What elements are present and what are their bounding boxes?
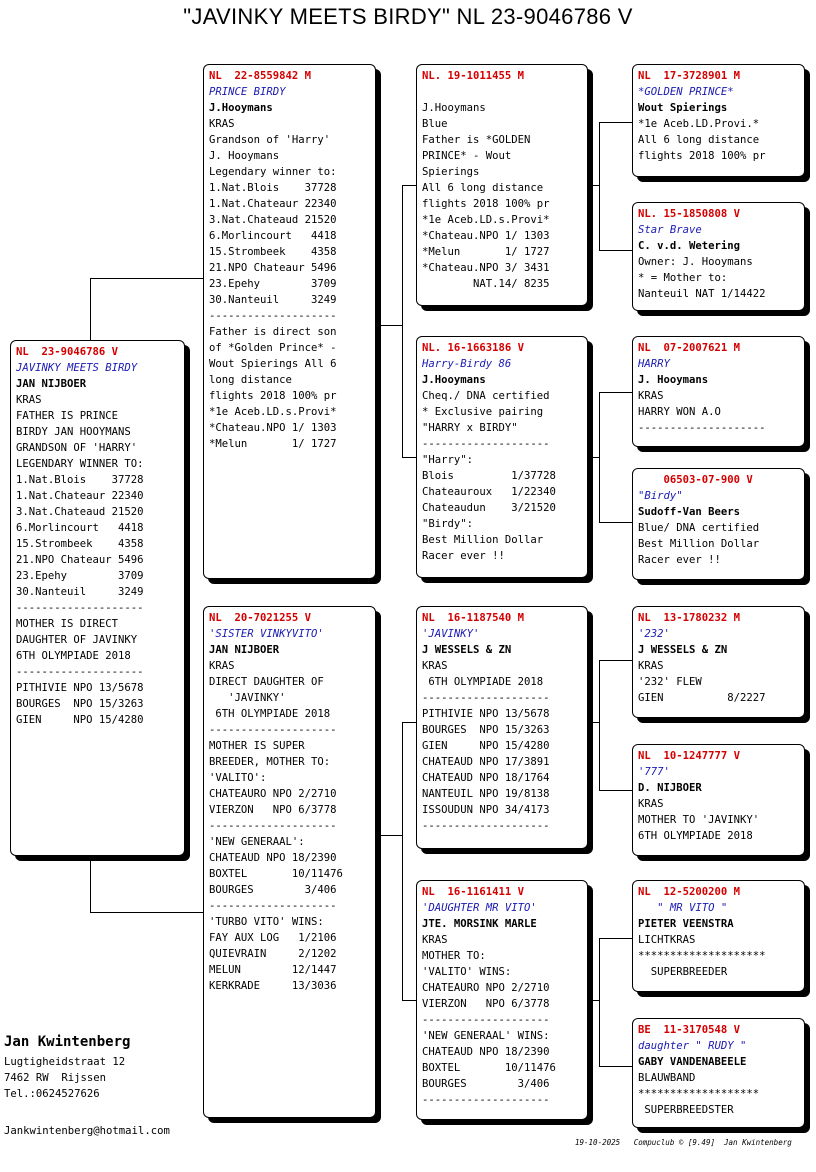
owner-name: Wout Spierings bbox=[638, 102, 728, 114]
owner-name: JAN NIJBOER bbox=[16, 378, 87, 390]
info-line: All 6 long distance bbox=[638, 134, 760, 146]
connector-line bbox=[587, 1000, 599, 1001]
info-line: -------------------- bbox=[209, 310, 337, 322]
info-line: Father is direct son bbox=[209, 326, 337, 338]
pigeon-name: '232' bbox=[638, 628, 670, 640]
pigeon-name: 'DAUGHTER MR VITO' bbox=[422, 902, 537, 914]
connector-line bbox=[587, 185, 599, 186]
info-line: *Melun 1/ 1727 bbox=[209, 438, 337, 450]
info-line: BREEDER, MOTHER TO: bbox=[209, 756, 331, 768]
info-line: ******************* bbox=[638, 1088, 760, 1100]
info-line: '232' FLEW bbox=[638, 676, 702, 688]
ring-number: NL 17-3728901 M bbox=[638, 70, 741, 82]
info-line: 6TH OLYMPIADE 2018 bbox=[209, 708, 331, 720]
info-line: -------------------- bbox=[422, 1094, 550, 1106]
pigeon-name: Harry-Birdy 86 bbox=[422, 358, 512, 370]
connector-line bbox=[599, 392, 633, 393]
connector-line bbox=[587, 457, 599, 458]
info-line: 15.Strombeek 4358 bbox=[16, 538, 144, 550]
info-line: * Exclusive pairing bbox=[422, 406, 544, 418]
info-line: Nanteuil NAT 1/14422 bbox=[638, 288, 766, 300]
info-line: VIERZON NPO 6/3778 bbox=[422, 998, 550, 1010]
footer-credits: 19-10-2025 Compuclub © [9.49] Jan Kwintenberg bbox=[575, 1138, 792, 1147]
owner-name: J.Hooymans bbox=[209, 102, 273, 114]
pedigree-card-mother-father[interactable] bbox=[416, 606, 588, 849]
info-line: MELUN 12/1447 bbox=[209, 964, 337, 976]
ring-number: 06503-07-900 V bbox=[638, 474, 753, 486]
info-line: HARRY WON A.O bbox=[638, 406, 721, 418]
connector-line bbox=[90, 856, 91, 912]
pedigree-card-father-father[interactable] bbox=[416, 64, 588, 306]
info-line: * = Mother to: bbox=[638, 272, 728, 284]
page-title: "JAVINKY MEETS BIRDY" NL 23-9046786 V bbox=[183, 4, 633, 29]
info-line: Racer ever !! bbox=[638, 554, 721, 566]
info-line: *1e Aceb.LD.s.Provi* bbox=[209, 406, 337, 418]
owner-name: C. v.d. Wetering bbox=[638, 240, 741, 252]
info-line: 21.NPO Chateaur 5496 bbox=[16, 554, 144, 566]
info-line: 6TH OLYMPIADE 2018 bbox=[16, 650, 131, 662]
connector-line bbox=[375, 325, 402, 326]
breeder-phone: Tel.:0624527626 bbox=[4, 1088, 100, 1100]
info-line: 3.Nat.Chateaud 21520 bbox=[16, 506, 144, 518]
owner-name: PIETER VEENSTRA bbox=[638, 918, 734, 930]
info-line: CHATEAUD NPO 18/2390 bbox=[422, 1046, 550, 1058]
info-line: MOTHER IS SUPER bbox=[209, 740, 305, 752]
pedigree-card-mother-mother[interactable] bbox=[416, 880, 588, 1120]
pedigree-card-father-mother[interactable] bbox=[416, 336, 588, 578]
pedigree-card-subject[interactable] bbox=[10, 340, 185, 856]
info-line: Cheq./ DNA certified bbox=[422, 390, 550, 402]
info-line: BOURGES NPO 15/3263 bbox=[422, 724, 550, 736]
connector-line bbox=[599, 250, 633, 251]
info-line: GIEN NPO 15/4280 bbox=[16, 714, 144, 726]
info-line: Best Million Dollar bbox=[422, 534, 544, 546]
info-line: PRINCE* - Wout bbox=[422, 150, 512, 162]
breeder-email[interactable]: Jankwintenberg@hotmail.com bbox=[4, 1125, 170, 1137]
connector-line bbox=[599, 938, 633, 939]
info-line: 6TH OLYMPIADE 2018 bbox=[638, 830, 753, 842]
breeder-info bbox=[4, 1034, 130, 1102]
info-line: KRAS bbox=[638, 390, 664, 402]
info-line: KRAS bbox=[638, 798, 664, 810]
info-line: PITHIVIE NPO 13/5678 bbox=[16, 682, 144, 694]
info-line: 'TURBO VITO' WINS: bbox=[209, 916, 324, 928]
pedigree-card-mff[interactable] bbox=[632, 606, 805, 718]
info-line: NAT.14/ 8235 bbox=[422, 278, 550, 290]
owner-name: JAN NIJBOER bbox=[209, 644, 280, 656]
info-line: 'NEW GENERAAL': bbox=[209, 836, 305, 848]
info-line: -------------------- bbox=[422, 438, 550, 450]
owner-name: J.Hooymans bbox=[422, 374, 486, 386]
owner-name: J. Hooymans bbox=[638, 374, 709, 386]
info-line: LEGENDARY WINNER TO: bbox=[16, 458, 144, 470]
info-line: 'NEW GENERAAL' WINS: bbox=[422, 1030, 550, 1042]
connector-line bbox=[599, 122, 633, 123]
info-line: J.Hooymans bbox=[422, 102, 486, 114]
connector-line bbox=[402, 185, 403, 457]
pigeon-name: '777' bbox=[638, 766, 670, 778]
connector-line bbox=[90, 278, 91, 340]
info-line: All 6 long distance bbox=[422, 182, 544, 194]
info-line: BOXTEL 10/11476 bbox=[422, 1062, 556, 1074]
info-line: VIERZON NPO 6/3778 bbox=[209, 804, 337, 816]
connector-line bbox=[599, 392, 600, 522]
pigeon-name: JAVINKY MEETS BIRDY bbox=[16, 362, 138, 374]
ring-number: NL. 15-1850808 V bbox=[638, 208, 741, 220]
info-line: 1.Nat.Chateaur 22340 bbox=[16, 490, 144, 502]
info-line: 'VALITO': bbox=[209, 772, 267, 784]
ring-number: NL 16-1187540 M bbox=[422, 612, 525, 624]
info-line: *1e Aceb.LD.Provi.* bbox=[638, 118, 760, 130]
info-line: 3.Nat.Chateaud 21520 bbox=[209, 214, 337, 226]
info-line: Blue bbox=[422, 118, 448, 130]
connector-line bbox=[599, 660, 600, 790]
info-line: flights 2018 100% pr bbox=[638, 150, 766, 162]
info-line: 'JAVINKY' bbox=[209, 692, 286, 704]
info-line: 1.Nat.Chateaur 22340 bbox=[209, 198, 337, 210]
ring-number: NL. 19-1011455 M bbox=[422, 70, 525, 82]
ring-number: NL 22-8559842 M bbox=[209, 70, 312, 82]
info-line: BIRDY JAN HOOYMANS bbox=[16, 426, 131, 438]
ring-number: NL 20-7021255 V bbox=[209, 612, 312, 624]
pedigree-card-fff[interactable] bbox=[632, 64, 805, 177]
info-line: KRAS bbox=[422, 934, 448, 946]
info-line: Chateaudun 3/21520 bbox=[422, 502, 556, 514]
info-line: ******************** bbox=[638, 950, 766, 962]
info-line: 23.Epehy 3709 bbox=[209, 278, 337, 290]
ring-number: NL 10-1247777 V bbox=[638, 750, 741, 762]
pedigree-card-mmf[interactable] bbox=[632, 880, 805, 992]
info-line: CHATEAURO NPO 2/2710 bbox=[209, 788, 337, 800]
connector-line bbox=[599, 122, 600, 250]
info-line: "HARRY x BIRDY" bbox=[422, 422, 518, 434]
info-line: 21.NPO Chateaur 5496 bbox=[209, 262, 337, 274]
pigeon-name: Star Brave bbox=[638, 224, 702, 236]
connector-line bbox=[599, 938, 600, 1066]
info-line: 6.Morlincourt 4418 bbox=[209, 230, 337, 242]
info-line: "Birdy": bbox=[422, 518, 474, 530]
info-line: BOURGES 3/406 bbox=[422, 1078, 550, 1090]
ring-number: BE 11-3170548 V bbox=[638, 1024, 741, 1036]
pigeon-name: " MR VITO " bbox=[638, 902, 728, 914]
info-line: 6TH OLYMPIADE 2018 bbox=[422, 676, 544, 688]
info-line: -------------------- bbox=[16, 602, 144, 614]
info-line: GIEN NPO 15/4280 bbox=[422, 740, 550, 752]
info-line: Best Million Dollar bbox=[638, 538, 760, 550]
info-line: DAUGHTER OF JAVINKY bbox=[16, 634, 138, 646]
ring-number: NL. 16-1663186 V bbox=[422, 342, 525, 354]
pedigree-card-fmf[interactable] bbox=[632, 336, 805, 447]
ring-number: NL 23-9046786 V bbox=[16, 346, 119, 358]
owner-name: J WESSELS & ZN bbox=[422, 644, 512, 656]
connector-line bbox=[599, 660, 633, 661]
pigeon-name: HARRY bbox=[638, 358, 670, 370]
info-line: NANTEUIL NPO 19/8138 bbox=[422, 788, 550, 800]
info-line: Owner: J. Hooymans bbox=[638, 256, 753, 268]
info-line: KERKRADE 13/3036 bbox=[209, 980, 337, 992]
info-line: 'VALITO' WINS: bbox=[422, 966, 512, 978]
info-line: 23.Epehy 3709 bbox=[16, 570, 144, 582]
info-line: 30.Nanteuil 3249 bbox=[16, 586, 144, 598]
breeder-city: 7462 RW Rijssen bbox=[4, 1072, 107, 1084]
info-line: 1.Nat.Blois 37728 bbox=[16, 474, 144, 486]
pedigree-card-father[interactable] bbox=[203, 64, 376, 579]
info-line: long distance bbox=[209, 374, 292, 386]
info-line: GRANDSON OF 'HARRY' bbox=[16, 442, 138, 454]
info-line: -------------------- bbox=[638, 422, 766, 434]
breeder-name: Jan Kwintenberg bbox=[4, 1034, 131, 1050]
owner-name: GABY VANDENABEELE bbox=[638, 1056, 747, 1068]
info-line: FATHER IS PRINCE bbox=[16, 410, 119, 422]
info-line: PITHIVIE NPO 13/5678 bbox=[422, 708, 550, 720]
info-line: DIRECT DAUGHTER OF bbox=[209, 676, 324, 688]
info-line: KRAS bbox=[16, 394, 42, 406]
ring-number: NL 13-1780232 M bbox=[638, 612, 741, 624]
info-line: -------------------- bbox=[16, 666, 144, 678]
info-line: -------------------- bbox=[422, 1014, 550, 1026]
info-line: BLAUWBAND bbox=[638, 1072, 696, 1084]
owner-name: JTE. MORSINK MARLE bbox=[422, 918, 537, 930]
breeder-email-block bbox=[4, 1123, 170, 1139]
info-line: flights 2018 100% pr bbox=[422, 198, 550, 210]
info-line: KRAS bbox=[422, 660, 448, 672]
pigeon-name: "Birdy" bbox=[638, 490, 683, 502]
owner-name: Sudoff-Van Beers bbox=[638, 506, 741, 518]
info-line: 15.Strombeek 4358 bbox=[209, 246, 337, 258]
info-line: BOURGES NPO 15/3263 bbox=[16, 698, 144, 710]
info-line: CHATEAUD NPO 18/2390 bbox=[209, 852, 337, 864]
pigeon-name: daughter " RUDY " bbox=[638, 1040, 747, 1052]
connector-line bbox=[90, 912, 204, 913]
pigeon-name: 'JAVINKY' bbox=[422, 628, 480, 640]
info-line: -------------------- bbox=[422, 820, 550, 832]
info-line: *1e Aceb.LD.s.Provi* bbox=[422, 214, 550, 226]
info-line: "Harry": bbox=[422, 454, 474, 466]
connector-line bbox=[587, 722, 599, 723]
connector-line bbox=[599, 522, 633, 523]
owner-name: J WESSELS & ZN bbox=[638, 644, 728, 656]
info-line: -------------------- bbox=[209, 900, 337, 912]
ring-number: NL 16-1161411 V bbox=[422, 886, 525, 898]
pedigree-card-ffm[interactable] bbox=[632, 202, 805, 311]
info-line: Blois 1/37728 bbox=[422, 470, 556, 482]
info-line: *Chateau.NPO 1/ 1303 bbox=[422, 230, 550, 242]
pedigree-card-fmm[interactable] bbox=[632, 468, 805, 580]
info-line: QUIEVRAIN 2/1202 bbox=[209, 948, 337, 960]
info-line: KRAS bbox=[209, 118, 235, 130]
info-line: Racer ever !! bbox=[422, 550, 505, 562]
info-line: GIEN 8/2227 bbox=[638, 692, 766, 704]
connector-line bbox=[599, 790, 633, 791]
info-line: BOXTEL 10/11476 bbox=[209, 868, 343, 880]
info-line: Blue/ DNA certified bbox=[638, 522, 760, 534]
info-line: of *Golden Prince* - bbox=[209, 342, 337, 354]
pigeon-name: PRINCE BIRDY bbox=[209, 86, 286, 98]
info-line: KRAS bbox=[638, 660, 664, 672]
info-line: -------------------- bbox=[209, 820, 337, 832]
info-line: 30.Nanteuil 3249 bbox=[209, 294, 337, 306]
info-line: *Chateau.NPO 3/ 3431 bbox=[422, 262, 550, 274]
pedigree-card-mfm[interactable] bbox=[632, 744, 805, 856]
info-line: -------------------- bbox=[209, 724, 337, 736]
info-line: Legendary winner to: bbox=[209, 166, 337, 178]
info-line: ISSOUDUN NPO 34/4173 bbox=[422, 804, 550, 816]
info-line: -------------------- bbox=[422, 692, 550, 704]
info-line: 1.Nat.Blois 37728 bbox=[209, 182, 337, 194]
info-line: BOURGES 3/406 bbox=[209, 884, 337, 896]
info-line: SUPERBREEDSTER bbox=[638, 1104, 734, 1116]
info-line: 6.Morlincourt 4418 bbox=[16, 522, 144, 534]
info-line: CHATEAUD NPO 18/1764 bbox=[422, 772, 550, 784]
blank-line bbox=[422, 84, 587, 100]
ring-number: NL 12-5200200 M bbox=[638, 886, 741, 898]
info-line: MOTHER TO 'JAVINKY' bbox=[638, 814, 760, 826]
connector-line bbox=[90, 278, 204, 279]
info-line: Father is *GOLDEN bbox=[422, 134, 531, 146]
ring-number: NL 07-2007621 M bbox=[638, 342, 741, 354]
info-line: *Melun 1/ 1727 bbox=[422, 246, 550, 258]
breeder-street: Lugtigheidstraat 12 bbox=[4, 1056, 126, 1068]
info-line: Grandson of 'Harry' bbox=[209, 134, 331, 146]
connector-line bbox=[375, 835, 402, 836]
info-line: MOTHER TO: bbox=[422, 950, 486, 962]
info-line: MOTHER IS DIRECT bbox=[16, 618, 119, 630]
pigeon-name: *GOLDEN PRINCE* bbox=[638, 86, 734, 98]
owner-name: D. NIJBOER bbox=[638, 782, 702, 794]
info-line: CHATEAURO NPO 2/2710 bbox=[422, 982, 550, 994]
connector-line bbox=[402, 722, 403, 1000]
info-line: CHATEAUD NPO 17/3891 bbox=[422, 756, 550, 768]
info-line: Spierings bbox=[422, 166, 480, 178]
pigeon-name: 'SISTER VINKYVITO' bbox=[209, 628, 324, 640]
info-line: Wout Spierings All 6 bbox=[209, 358, 337, 370]
info-line: *Chateau.NPO 1/ 1303 bbox=[209, 422, 337, 434]
info-line: KRAS bbox=[209, 660, 235, 672]
info-line: SUPERBREEDER bbox=[638, 966, 728, 978]
info-line: flights 2018 100% pr bbox=[209, 390, 337, 402]
info-line: LICHTKRAS bbox=[638, 934, 696, 946]
connector-line bbox=[599, 1066, 633, 1067]
pedigree-card-mother[interactable] bbox=[203, 606, 376, 1118]
info-line: Chateauroux 1/22340 bbox=[422, 486, 556, 498]
info-line: FAY AUX LOG 1/2106 bbox=[209, 932, 337, 944]
pedigree-card-mmm[interactable] bbox=[632, 1018, 805, 1128]
info-line: J. Hooymans bbox=[209, 150, 280, 162]
